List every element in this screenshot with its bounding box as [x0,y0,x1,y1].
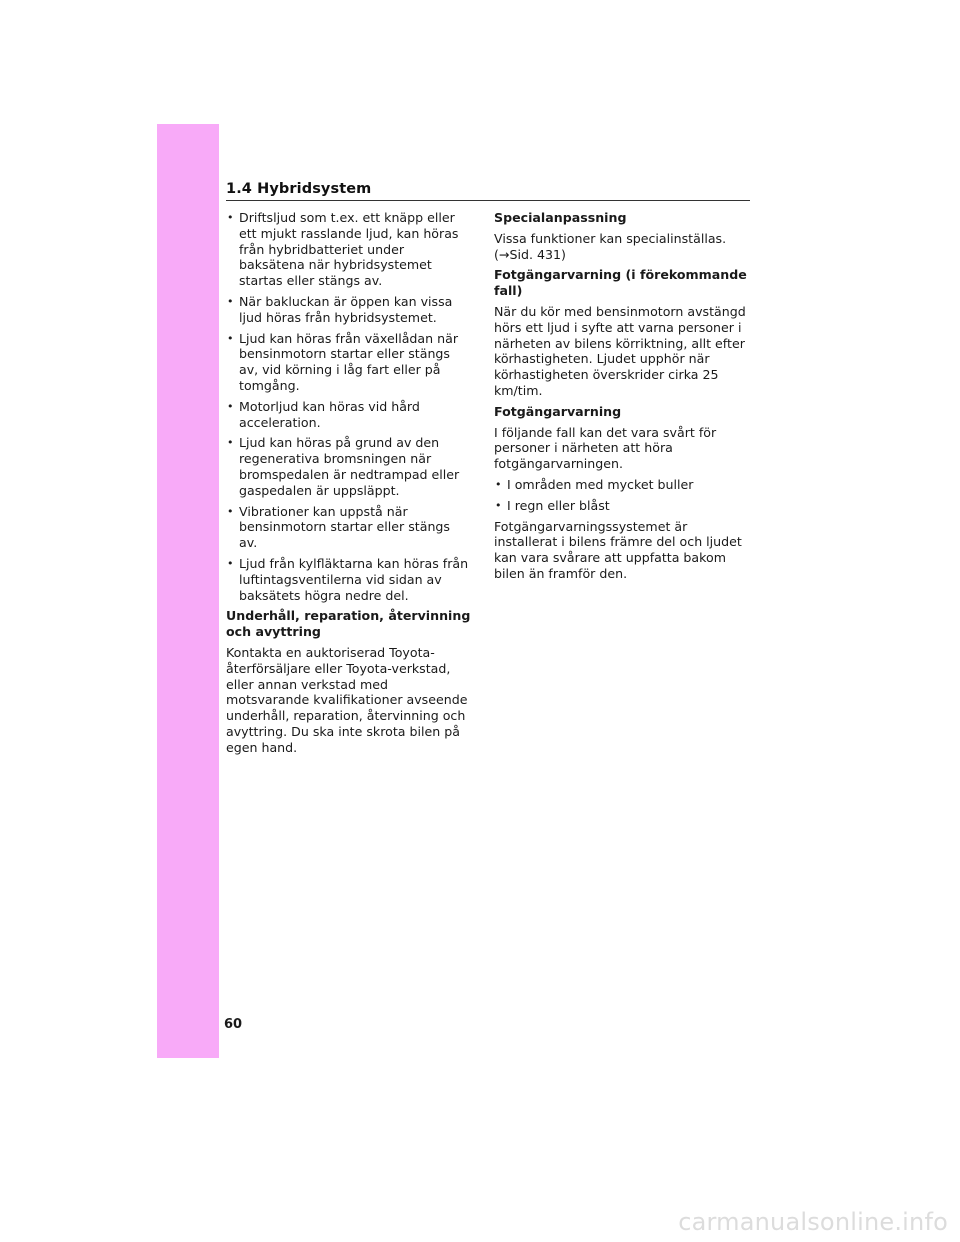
section-header [226,178,750,201]
bullet-item: • I områden med mycket buller [494,477,752,493]
bullet-item: • Ljud kan höras från växellådan när bensinmotorn startar eller stängs av, vid körning i låg fart eller på tomgång. [226,331,472,394]
pedestrian-intro: I följande fall kan det vara svårt för personer i närheten att höra fotgängarvarningen. [494,424,717,472]
bullet-item: • Ljud från kylfläktarna kan höras från luftintagsventilerna vid sidan av baksätets högra nedre del. [226,556,472,603]
bullet-item: • Motorljud kan höras vid hård acceleration. [226,399,472,431]
right-column [494,210,752,587]
bullet-item: • Ljud kan höras på grund av den regenerativa bromsningen när bromspedalen är nedtrampad eller gaspedalen är uppsläppt. [226,435,472,498]
maintenance-heading: Underhåll, reparation, återvinning och avyttring [226,608,471,640]
noise-bullet-list [226,210,472,603]
pedestrian-optional-text: När du kör med bensinmotorn avstängd hörs ett ljud i syfte att varna personer i närheten av bilens körriktning, allt efter körhastigheten. Ljudet upphör när körhastigheten överskrider cirka 25 km/tim. [494,303,746,398]
watermark: carmanualsonline.info [678,1208,948,1236]
pedestrian-closing: Fotgängarvarningssystemet är installerat i bilens främre del och ljudet kan vara svårare att uppfatta bakom bilen än framför den. [494,518,742,581]
maintenance-text: Kontakta en auktoriserad Toyota-återförsäljare eller Toyota-verkstad, eller annan verkstad med motsvarande kvalifikationer avseende underhåll, reparation, återvinning och avyttring. Du ska inte skrota bilen på egen hand. [226,644,468,755]
page-number: 60 [224,1017,243,1032]
bullet-item: • I regn eller blåst [494,498,752,514]
pedestrian-bullet-list [494,477,752,514]
section-title: 1.4 Hybridsystem [226,181,372,197]
bullet-item: • När bakluckan är öppen kan vissa ljud höras från hybridsystemet. [226,294,472,326]
chapter-side-tab [157,124,219,1058]
left-column [226,210,472,761]
bullet-item: • Driftsljud som t.ex. ett knäpp eller ett mjukt rasslande ljud, kan höras från hybridbatteriet under baksätena när hybridsystemet startas eller stängs av. [226,210,472,289]
customization-heading: Specialanpassning [494,210,627,225]
bullet-item: • Vibrationer kan uppstå när bensinmotorn startar eller stängs av. [226,504,472,551]
customization-text: Vissa funktioner kan specialinställas. (→Sid. 431) [494,230,727,262]
pedestrian-optional-heading: Fotgängarvarning (i förekommande fall) [494,267,747,299]
pedestrian-heading: Fotgängarvarning [494,403,622,419]
